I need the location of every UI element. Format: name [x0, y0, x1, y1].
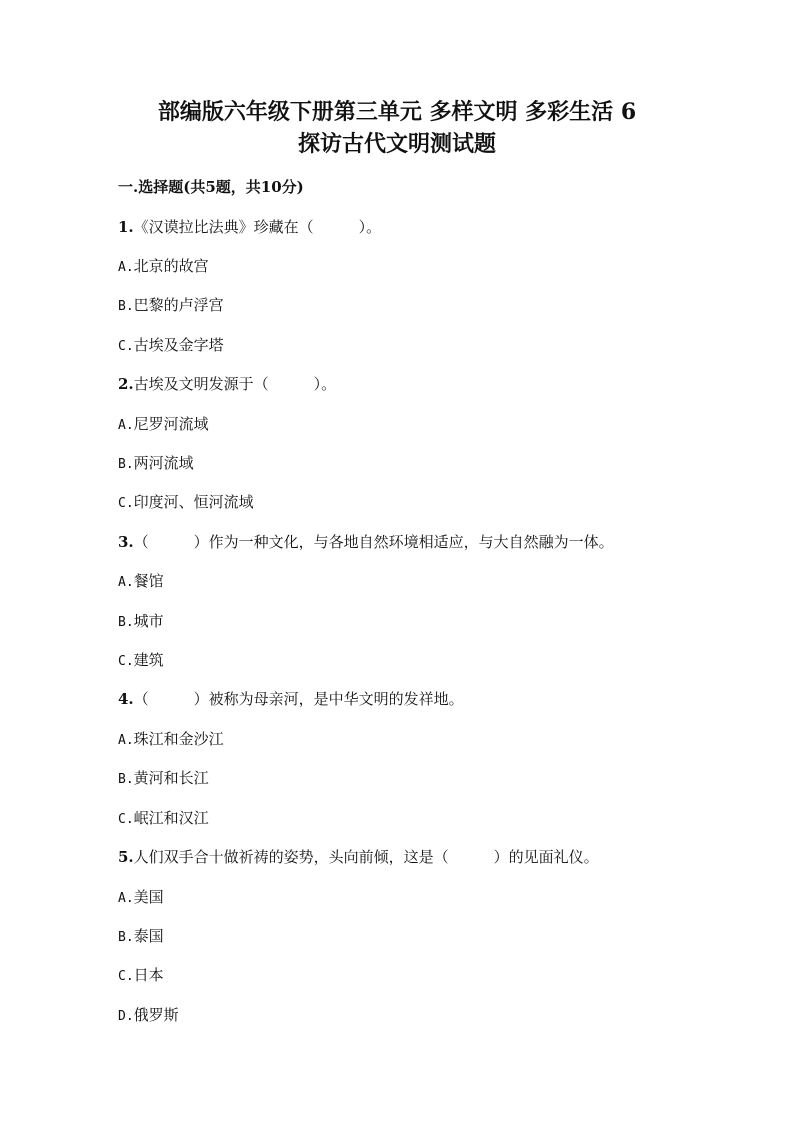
option-letter: D. [118, 1009, 134, 1024]
question-1-option-c [118, 335, 224, 357]
question-5-option-a [118, 887, 164, 909]
option-letter: A. [118, 891, 134, 906]
question-5 [118, 847, 599, 867]
option-text: 城市 [133, 612, 164, 630]
question-2-option-c [118, 492, 254, 514]
option-letter: C. [118, 496, 134, 511]
question-3-option-c [118, 650, 164, 672]
option-text: 珠江和金沙江 [133, 730, 224, 748]
question-5-option-d [118, 1005, 179, 1027]
question-2-option-a [118, 414, 209, 436]
option-text: 黄河和长江 [133, 769, 209, 787]
question-4 [118, 689, 464, 709]
question-5-option-b [118, 926, 164, 948]
option-text: 日本 [133, 966, 164, 984]
option-text: 两河流域 [133, 454, 194, 472]
option-text: 古埃及金字塔 [133, 336, 224, 354]
question-number: 3. [118, 533, 134, 551]
option-letter: C. [118, 654, 134, 669]
question-number: 2. [118, 375, 134, 393]
page-title-line2: 探访古代文明测试题 [297, 131, 496, 157]
question-4-option-c [118, 808, 209, 830]
question-2 [118, 374, 336, 394]
question-4-option-b [118, 768, 209, 790]
question-1 [118, 217, 381, 237]
question-text: 《汉谟拉比法典》珍藏在（ ）。 [133, 218, 382, 236]
question-text: 古埃及文明发源于（ ）。 [133, 375, 337, 393]
option-text: 建筑 [133, 651, 164, 669]
option-letter: B. [118, 299, 134, 314]
option-text: 岷江和汉江 [133, 809, 209, 827]
option-text: 美国 [133, 888, 164, 906]
option-letter: A. [118, 575, 134, 590]
question-3-option-a [118, 571, 164, 593]
question-3-option-b [118, 611, 164, 633]
option-text: 俄罗斯 [133, 1006, 179, 1024]
option-letter: A. [118, 418, 134, 433]
option-letter: A. [118, 260, 134, 275]
question-number: 4. [118, 690, 134, 708]
page-title-line1: 部编版六年级下册第三单元 多样文明 多彩生活 6 [157, 99, 637, 125]
option-letter: B. [118, 772, 134, 787]
question-2-option-b [118, 453, 194, 475]
question-text: 人们双手合十做祈祷的姿势，头向前倾，这是（ ）的见面礼仪。 [133, 848, 599, 866]
question-5-option-c [118, 965, 164, 987]
question-text: （ ）作为一种文化，与各地自然环境相适应，与大自然融为一体。 [133, 533, 614, 551]
option-letter: B. [118, 457, 134, 472]
option-letter: A. [118, 733, 134, 748]
option-letter: B. [118, 615, 134, 630]
question-1-option-b [118, 295, 224, 317]
section-heading: 一.选择题(共5题，共10分) [118, 178, 304, 196]
question-number: 5. [118, 848, 134, 866]
option-text: 尼罗河流域 [133, 415, 209, 433]
question-4-option-a [118, 729, 224, 751]
option-text: 泰国 [133, 927, 164, 945]
option-text: 餐馆 [133, 572, 164, 590]
option-letter: C. [118, 812, 134, 827]
option-letter: C. [118, 969, 134, 984]
question-1-option-a [118, 256, 209, 278]
option-letter: C. [118, 339, 134, 354]
question-number: 1. [118, 218, 134, 236]
option-text: 印度河、恒河流域 [133, 493, 254, 511]
question-3 [118, 532, 614, 552]
option-text: 北京的故宫 [133, 257, 209, 275]
question-text: （ ）被称为母亲河，是中华文明的发祥地。 [133, 690, 464, 708]
option-text: 巴黎的卢浮宫 [133, 296, 224, 314]
option-letter: B. [118, 930, 134, 945]
